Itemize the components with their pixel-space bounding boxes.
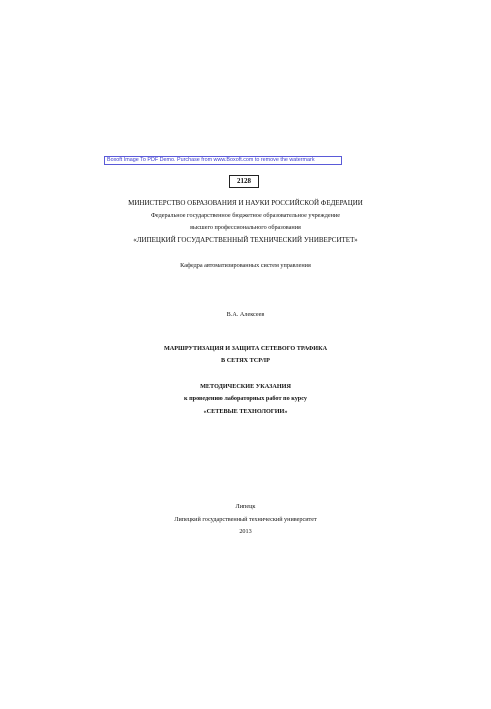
department-name: Кафедра автоматизированных систем управления [180, 262, 311, 269]
publication-year: 2013 [239, 528, 252, 535]
document-number: 2128 [229, 175, 259, 188]
course-name: «СЕТЕВЫЕ ТЕХНОЛОГИИ» [203, 408, 288, 415]
watermark-banner: Boxoft Image To PDF Demo. Purchase from www.Boxoft.com to remove the watermark [104, 156, 342, 165]
city-name: Липецк [235, 503, 256, 510]
author-name: В.А. Алексеев [226, 311, 265, 318]
publisher-name: Липецкий государственный технический университет [174, 516, 317, 523]
institution-line-2: высшего профессионального образования [190, 224, 301, 231]
institution-line-1: Федеральное государственное бюджетное образовательное учреждение [151, 212, 340, 219]
document-type: МЕТОДИЧЕСКИЕ УКАЗАНИЯ [200, 383, 291, 390]
title-line-1: МАРШРУТИЗАЦИЯ И ЗАЩИТА СЕТЕВОГО ТРАФИКА [163, 345, 328, 352]
ministry-heading: МИНИСТЕРСТВО ОБРАЗОВАНИЯ И НАУКИ РОССИЙСКОЙ ФЕДЕРАЦИИ [128, 199, 363, 207]
university-name: «ЛИПЕЦКИЙ ГОСУДАРСТВЕННЫЙ ТЕХНИЧЕСКИЙ УНИВЕРСИТЕТ» [133, 236, 358, 244]
document-purpose: к проведению лабораторных работ по курсу [183, 395, 308, 402]
title-line-2: В СЕТЯХ TCP/IP [221, 357, 270, 364]
